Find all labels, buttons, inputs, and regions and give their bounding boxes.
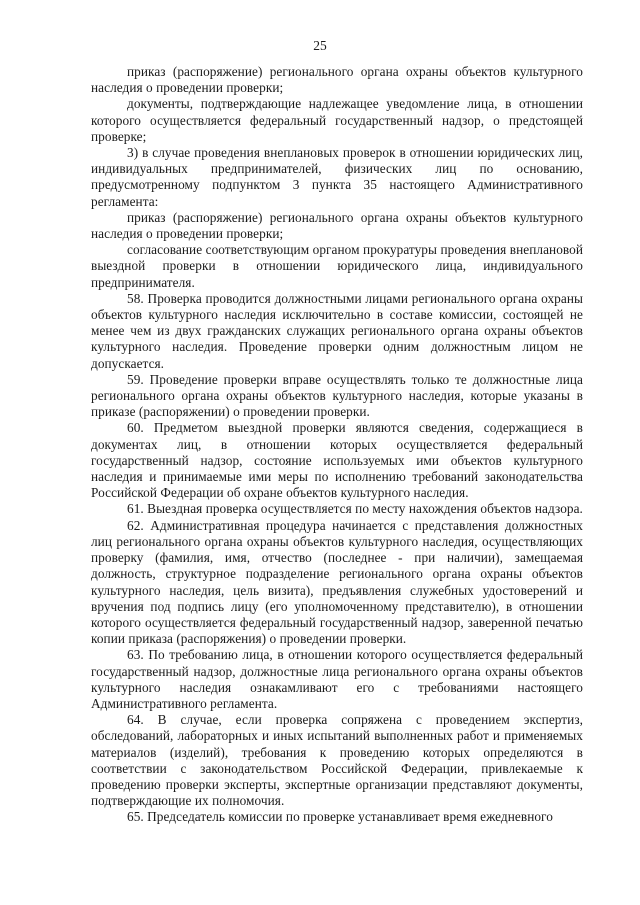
page-number: 25 (313, 38, 327, 53)
paragraph-59: 59. Проведение проверки вправе осуществлять только те должностные лица регионального органа охраны объектов культурного наследия, которые указаны в приказе (распоряжении) о проведении проверки. (91, 371, 583, 420)
paragraph-62: 62. Административная процедура начинается с представления должностных лиц регионального органа охраны объектов культурного наследия, осуществляющих проверку (фамилия, имя, отчество (последнее - при наличии), замещаемая должность, структурное подразделение регионального органа охраны объектов культурного наследия, цель визита), предъявления служебных удостоверений и вручения под подпись лицу (его уполномоченному представителю), в отношении которого осуществляется федеральный государственный надзор, заверенной печатью копии приказа (распоряжения) о проведении проверки. (91, 517, 583, 647)
paragraph: приказ (распоряжение) регионального органа охраны объектов культурного наследия о проведении проверки; (91, 209, 583, 242)
paragraph-58: 58. Проверка проводится должностными лицами регионального органа охраны объектов культурного наследия исключительно в составе комиссии, состоящей не менее чем из двух гражданских служащих регионального органа охраны объектов культурного наследия. Проведение проверки одним должностным лицом не допускается. (91, 290, 583, 371)
paragraph-61: 61. Выездная проверка осуществляется по месту нахождения объектов надзора. (127, 501, 583, 517)
document-body (91, 64, 583, 826)
paragraph: приказ (распоряжение) регионального органа охраны объектов культурного наследия о проведении проверки; (91, 64, 583, 96)
paragraph: 3) в случае проведения внеплановых проверок в отношении юридических лиц, индивидуальных предпринимателей, физических лиц по основанию, предусмотренному подпунктом 3 пункта 35 настоящего Административного регламента: (91, 145, 583, 209)
paragraph-64: 64. В случае, если проверка сопряжена с проведением экспертиз, обследований, лабораторных и иных испытаний выполненных работ и применяемых материалов (изделий), требования к проведению которых определяются в соответствии с законодательством Российской Федерации, привлекаемые к проведению проверки эксперты, экспертные организации представляют документы, подтверждающие их полномочия. (91, 712, 583, 809)
paragraph: документы, подтверждающие надлежащее уведомление лица, в отношении которого осуществляется федеральный государственный надзор, о предстоящей проверке; (91, 96, 583, 144)
paragraph-60: 60. Предметом выездной проверки являются сведения, содержащиеся в документах лиц, в отношении которых осуществляется федеральный государственный надзор, состояние используемых ими объектов культурного наследия и принимаемые ими меры по исполнению требований законодательства Российской Федерации об охране объектов культурного наследия. (91, 420, 583, 501)
paragraph: согласование соответствующим органом прокуратуры проведения внеплановой выездной проверки в отношении юридического лица, индивидуального предпринимателя. (91, 242, 583, 290)
paragraph-63: 63. По требованию лица, в отношении которого осуществляется федеральный государственный надзор, должностные лица регионального органа охраны объектов культурного наследия ознакамливают его с требованиями настоящего Административного регламента. (91, 647, 583, 711)
paragraph-65: 65. Председатель комиссии по проверке устанавливает время ежедневного (127, 809, 553, 825)
